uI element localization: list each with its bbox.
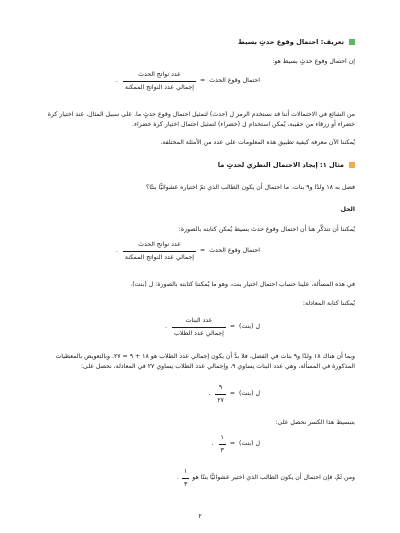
answer-fraction (182, 467, 189, 489)
definition-paragraph-1: من الشائع في الاحتمالات أننا قد نستخدم الرمز ل (حدث) لتمثيل احتمال وقوع حدثٍ ما. على سبيل المثال، عند اختيار كرة خضراء أو زرقاء من حقيبة، يُمكن استخدام ل (خضراء) لتمثيل احتمال اختيار كرة خضراء. (47, 111, 355, 128)
equation-period: . (211, 440, 214, 448)
equation-period: . (208, 390, 211, 398)
fraction-denominator: إجمالي عدد النواتج الممكنة (123, 81, 196, 93)
equation-fraction (215, 383, 226, 405)
conclusion-text: ومن ثَمَّ، فإن احتمال أن يكون الطالب الذي اختير عشوائيًّا بنتًا هو (192, 474, 355, 482)
equation-fraction (172, 316, 226, 338)
example-question: فصل به ١٨ ولدًا و٩ بنات. ما احتمال أن يكون الطالب الذي تمّ اختياره عشوائيًّا بنتًا؟ (145, 184, 355, 191)
definition-intro: إن احتمال وقوع حدثٍ بسيط هو: (272, 58, 355, 65)
orange-square-icon (349, 162, 355, 168)
formula-period: . (115, 77, 118, 85)
solution-paragraph-2: يُمكننا كتابة المعادلة: (302, 300, 355, 307)
fraction-denominator: إجمالي عدد النواتج الممكنة (123, 251, 196, 263)
definition-formula (40, 70, 355, 92)
fraction-denominator: ٢٧ (215, 394, 226, 406)
equation-lhs: ل (بنت) (239, 440, 260, 448)
answer-period: . (177, 474, 179, 482)
equation-equals: = (229, 440, 236, 448)
definition-paragraph-2: يُمكننا الآن معرفة كيفية تطبيق هذه المعلومات على عدد من الأمثلة المختلفة. (160, 139, 355, 146)
equation-girls-over-students (40, 316, 355, 338)
solution-paragraph-3: وبما أن هناك ١٨ ولدًا و٩ بنات في الفصل، فلا بدَّ أن يكون إجمالي عدد الطلاب هو ١٨ + ٩ = ٢٧. وبالتعويض بالمعطيات المذكورة في المسألة، وهي عدد البنات يساوي ٩، وإجمالي عدد الطلاب يساوي ٢٧ في المعادلة، نحصل على: (55, 353, 355, 370)
formula-equals: = (200, 77, 206, 85)
equation-nine-over-twentyseven (40, 383, 355, 405)
conclusion-line (40, 467, 355, 489)
solution-paragraph-4: بتبسيط هذا الكسر نحصل على: (275, 419, 355, 426)
page-number: ٢ (198, 513, 202, 520)
green-square-icon (349, 39, 355, 45)
definition-title: تعريف: احتمال وقوع حدثٍ بسيط (238, 38, 344, 46)
fraction-numerator: ١ (183, 468, 188, 475)
equation-equals: = (229, 323, 236, 331)
fraction-numerator: عدد نواتج الحدث (138, 71, 181, 78)
formula-fraction (123, 240, 196, 262)
equation-lhs: ل (بنت) (239, 390, 260, 398)
solution-paragraph-1: في هذه المسألة، علينا حساب احتمال اختيار بنت، وهو ما يُمكننا كتابته بالصورة: ل (بنت). (130, 281, 355, 288)
formula-fraction (123, 70, 196, 92)
fraction-numerator: ١ (220, 434, 224, 441)
equation-period: . (165, 323, 167, 331)
fraction-numerator: ٩ (218, 384, 223, 391)
example-heading (40, 160, 355, 170)
solution-heading: الحل (340, 206, 355, 213)
example-title: مثال ١: إيجاد الاحتمال النظري لحدثٍ ما (217, 161, 344, 169)
solution-intro: يُمكننا أن نتذكَّر هنا أن احتمال وقوع حدث بسيط يُمكن كتابته بالصورة: (178, 226, 355, 233)
equation-fraction (219, 433, 226, 455)
formula-equals: = (200, 247, 206, 255)
fraction-denominator: إجمالي عدد الطلاب (172, 327, 226, 339)
formula-lhs: احتمال وقوع الحدث (209, 247, 260, 255)
fraction-numerator: عدد البنات (185, 317, 213, 324)
formula-period: . (115, 247, 118, 255)
definition-heading (40, 37, 355, 47)
formula-lhs: احتمال وقوع الحدث (209, 77, 260, 85)
equation-equals: = (229, 390, 236, 398)
fraction-denominator: ٣ (182, 478, 189, 490)
fraction-numerator: عدد نواتج الحدث (138, 241, 181, 248)
fraction-denominator: ٣ (219, 444, 226, 456)
equation-lhs: ل (بنت) (239, 323, 260, 331)
equation-one-third (40, 433, 355, 455)
solution-formula (40, 240, 355, 262)
